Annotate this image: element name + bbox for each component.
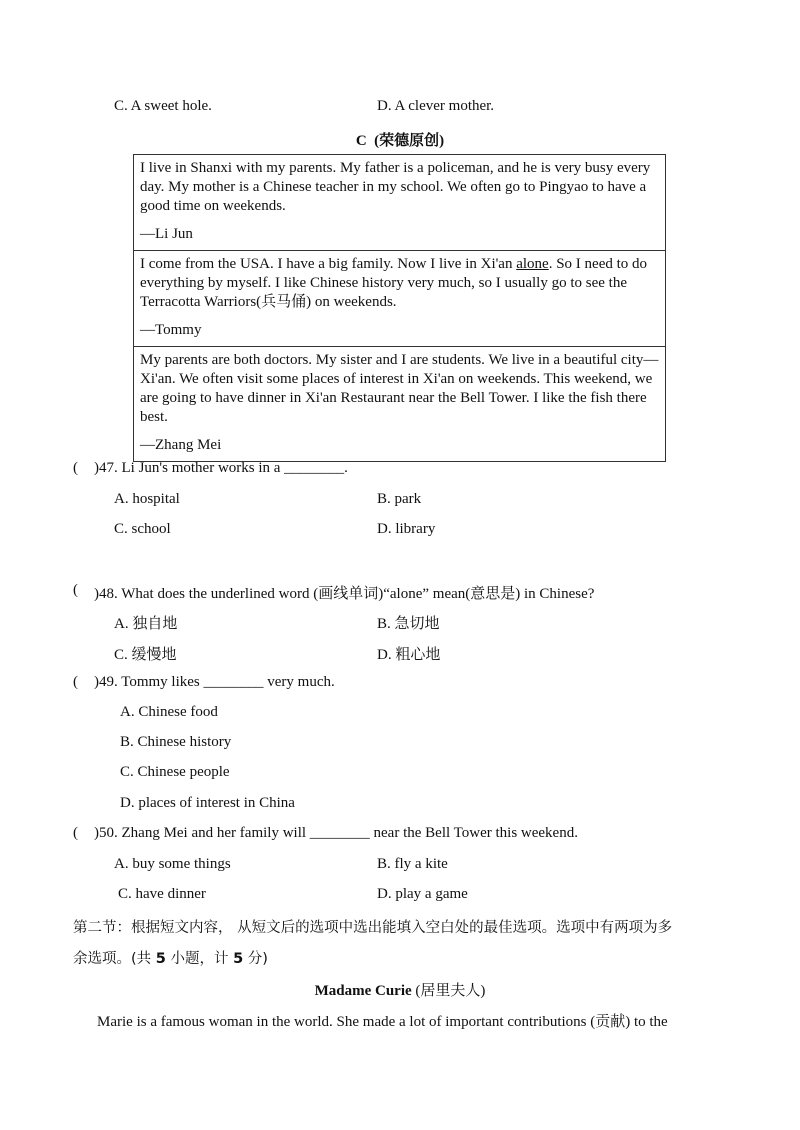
q48-options-ab: [0, 612, 800, 634]
entry-tommy: [134, 251, 665, 347]
passage-source: (荣德原创): [374, 133, 445, 149]
passage-c-box: [133, 154, 666, 462]
prev-options-row: [0, 98, 800, 120]
q49-option-d: D. places of interest in China: [120, 795, 295, 811]
q49-option-b: B. Chinese history: [120, 734, 232, 750]
option-a: A. buy some things: [114, 856, 231, 872]
madame-curie-text: Marie is a famous woman in the world. She made a lot of important contributions (贡献) to the: [97, 1014, 668, 1030]
q49-option-a: A. Chinese food: [120, 704, 218, 720]
section2-instructions-line2: 余选项。(共 5 小题，计 5 分): [73, 951, 268, 967]
option-c: C. have dinner: [118, 886, 206, 902]
underlined-word: alone: [516, 256, 549, 272]
entry-signature: —Zhang Mei: [140, 437, 222, 453]
q50-options-ab: [0, 856, 800, 878]
passage-c-heading: [0, 129, 800, 150]
option-d: D. library: [377, 521, 436, 537]
entry-text: I live in Shanxi with my parents. My father is a policeman, and he is very busy every day. My mother is a Chinese teacher in my school. We often go to Pingyao to have a good time on weekends.: [140, 160, 651, 214]
entry-zhang-mei: [134, 347, 665, 461]
option-c: C. A sweet hole.: [114, 98, 212, 114]
madame-curie-title: Madame Curie (居里夫人): [314, 983, 486, 999]
option-a: A. hospital: [114, 491, 180, 507]
option-d: D. 粗心地: [377, 647, 441, 663]
option-b: B. fly a kite: [377, 856, 448, 872]
entry-signature: —Li Jun: [140, 226, 193, 242]
entry-li-jun: [134, 155, 665, 251]
option-d: D. play a game: [377, 886, 468, 902]
entry-signature: —Tommy: [140, 322, 202, 338]
option-c: C. school: [114, 521, 171, 537]
q47-options-cd: [0, 521, 800, 543]
q49-option-c: C. Chinese people: [120, 764, 230, 780]
option-c: C. 缓慢地: [114, 647, 177, 663]
entry-text: My parents are both doctors. My sister and I are students. We live in a beautiful city—Xi'an. We often visit some places of interest in Xi'an on weekends. This weekend, we are going to have dinner in Xi'an Restaurant near the Bell Tower. I like the fish there best.: [140, 352, 659, 425]
option-b: B. 急切地: [377, 616, 440, 632]
passage-letter: C: [355, 133, 367, 149]
option-b: B. park: [377, 491, 422, 507]
option-d: D. A clever mother.: [377, 98, 495, 114]
q48-options-cd: [0, 643, 800, 665]
q47-options-ab: [0, 491, 800, 513]
entry-text: I come from the USA. I have a big family. Now I live in Xi'an alone. So I need to do everything by myself. I like Chinese history very much, so I usually go to see the Terracotta Warriors(兵马俑) on weekends.: [140, 256, 648, 310]
section2-instructions-line1: 第二节：根据短文内容， 从短文后的选项中选出能填入空白处的最佳选项。选项中有两项为多: [73, 920, 673, 936]
option-a: A. 独自地: [114, 616, 178, 632]
q50-options-cd: [0, 886, 800, 908]
